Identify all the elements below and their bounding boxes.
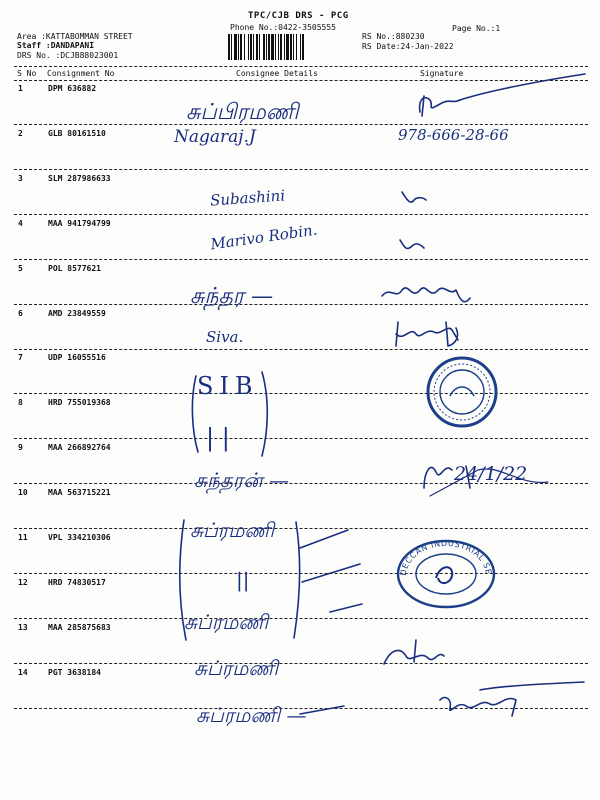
consignee-hand-2: Nagaraj.J — [174, 127, 256, 147]
row-sno: 5 — [18, 264, 23, 273]
col-consignee: Consignee Details — [236, 69, 318, 78]
row-consignment: POL 8577621 — [48, 264, 101, 273]
row-consignment: DPM 636882 — [48, 84, 97, 93]
consignee-hand-11: சுப்ரமணி — [190, 518, 275, 542]
table-row — [14, 488, 588, 528]
consignee-hand-9: சுந்தரன் — — [194, 468, 289, 492]
row-sno: 14 — [18, 668, 28, 677]
row-consignment: VPL 334210306 — [48, 533, 111, 542]
row-sno: 6 — [18, 309, 23, 318]
table-row — [14, 174, 588, 214]
row-rule — [14, 393, 588, 394]
stamp-text: DECCAN INDUSTRIAL SE — [398, 538, 494, 577]
row-rule — [14, 573, 588, 574]
row-consignment: MAA 285875683 — [48, 623, 111, 632]
row-sno: 11 — [18, 533, 28, 542]
row-rule — [14, 214, 588, 215]
consignee-hand-3: Subashini — [209, 186, 286, 210]
header-rule — [14, 66, 588, 67]
consignee-hand-6: Siva. — [206, 328, 244, 346]
consignee-hand-4: Marivo Robin. — [209, 220, 319, 254]
barcode-bar — [304, 34, 305, 60]
consignee-hand-5: சுந்தர — — [190, 284, 274, 309]
row-sno: 12 — [18, 578, 28, 587]
round-stamp-seal — [424, 354, 500, 434]
row-rule — [14, 169, 588, 170]
row-rule — [14, 349, 588, 350]
barcode — [228, 34, 354, 60]
staff-label: Staff :DANDAPANI — [17, 41, 95, 50]
row-sno: 4 — [18, 219, 23, 228]
consignee-hand-8: | | — [206, 424, 230, 452]
row-consignment: MAA 266892764 — [48, 443, 111, 452]
row-consignment: PGT 3638184 — [48, 668, 101, 677]
phone-number: Phone No.:0422-3505555 — [230, 23, 336, 32]
row-sno: 10 — [18, 488, 28, 497]
row-rule — [14, 259, 588, 260]
svg-text:DECCAN INDUSTRIAL SECURITY — [392, 538, 493, 576]
row-consignment: MAA 941794799 — [48, 219, 111, 228]
table-row — [14, 309, 588, 349]
row-sno: 9 — [18, 443, 23, 452]
table-row — [14, 398, 588, 438]
signature-hand-2: 978-666-28-66 — [398, 126, 509, 144]
row-consignment: MAA 563715221 — [48, 488, 111, 497]
row-consignment: HRD 755019368 — [48, 398, 111, 407]
table-row — [14, 353, 588, 393]
consignee-hand-12b: சுப்ரமணி — [184, 610, 269, 634]
row-rule — [14, 663, 588, 664]
row-sno: 8 — [18, 398, 23, 407]
table-row — [14, 264, 588, 304]
area-label: Area :KATTABOMMAN STREET — [17, 32, 133, 41]
row-rule — [14, 304, 588, 305]
drs-number: DRS No. :DCJB88023001 — [17, 51, 119, 60]
table-row — [14, 578, 588, 618]
row-consignment: AMD 23849559 — [48, 309, 106, 318]
rs-number: RS No.:880230 — [362, 32, 425, 41]
column-header-rule — [14, 80, 588, 81]
table-row — [14, 668, 588, 708]
row-sno: 13 — [18, 623, 28, 632]
row-sno: 2 — [18, 129, 23, 138]
deccan-security-stamp — [392, 538, 500, 614]
row-rule — [14, 528, 588, 529]
table-row — [14, 533, 588, 573]
row-consignment: SLM 287986633 — [48, 174, 111, 183]
row-sno: 7 — [18, 353, 23, 362]
consignee-hand-12: || — [236, 568, 250, 592]
table-row — [14, 623, 588, 663]
row-rule — [14, 618, 588, 619]
row-sno: 3 — [18, 174, 23, 183]
row-consignment: HRD 74830517 — [48, 578, 106, 587]
col-consignment: Consignment No — [47, 69, 115, 78]
page-number: Page No.:1 — [452, 24, 501, 33]
consignee-hand-14: சுப்ரமணி — — [196, 703, 307, 727]
row-sno: 1 — [18, 84, 23, 93]
col-sno: S No — [17, 69, 37, 78]
sheet-title: TPC/CJB DRS - PCG — [248, 11, 349, 21]
row-rule — [14, 438, 588, 439]
row-rule — [14, 124, 588, 125]
row-consignment: UDP 16055516 — [48, 353, 106, 362]
consignee-hand-13: சுப்ரமணி — [194, 656, 279, 680]
consignee-hand-7: SIB — [197, 372, 259, 400]
consignee-hand-1: சுப்பிரமணி — [186, 100, 299, 125]
col-signature: Signature — [420, 69, 464, 78]
row-consignment: GLB 80161510 — [48, 129, 106, 138]
table-row — [14, 84, 588, 124]
rs-date: RS Date:24-Jan-2022 — [362, 42, 454, 51]
signature-hand-9: 24/1/22 — [454, 463, 528, 485]
